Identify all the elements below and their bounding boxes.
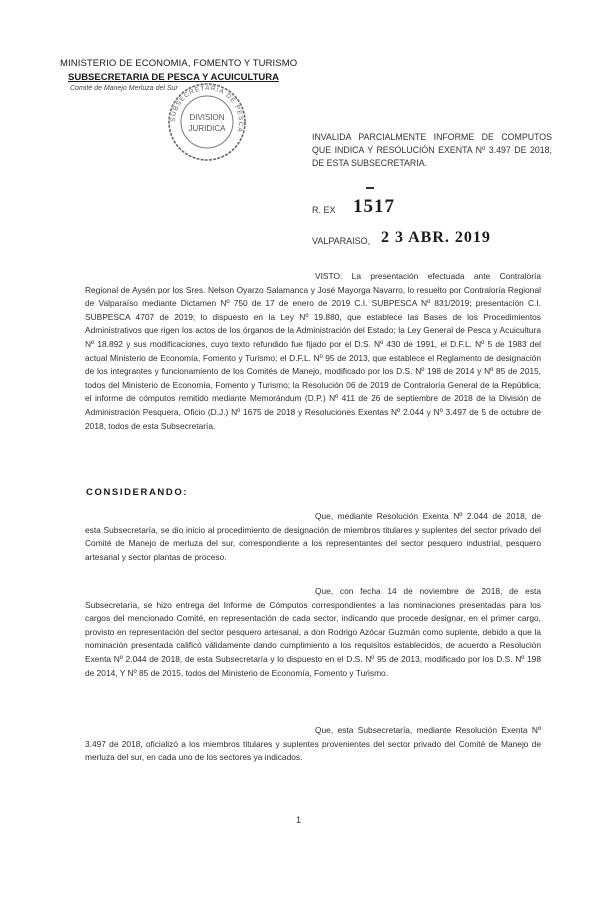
division-juridica-stamp xyxy=(165,80,249,164)
stamp-line-2: JURIDICA xyxy=(188,124,226,133)
page-number: 1 xyxy=(296,815,302,825)
considerando-3-text: Exenta Nº 3.497 de 2018, oficializó a los miembros titulares y suplentes provenientes del sector privado del Comité de Manejo de merluza del sur, en cada uno de los sectores ya indicados. xyxy=(85,725,541,763)
considerando-2 xyxy=(85,585,541,680)
considerando-heading: CONSIDERANDO: xyxy=(86,487,189,498)
considerando-1-lead: Que, mediante Resolución Exenta Nº 2.044 de 2018, xyxy=(315,511,528,521)
stamp-seal-icon xyxy=(165,80,249,164)
resolution-number: 1517 xyxy=(353,196,395,217)
city-label: VALPARAISO, xyxy=(312,236,371,246)
number-mark xyxy=(366,187,374,189)
considerando-2-text: Subsecretaría, se hizo entrega del Informe de Cómputos correspondientes a las nominaciones presentadas para los cargos del mencionado Comité, en representación de cada sector, indicando que procede designar, en el primer cargo, provisto en representación del sector pesquero artesanal, a don Rodrigo Azócar Guzmán como suplente, debido a que la nominación presentada calificó válidamente dando cumplimiento a los requisitos establecidos, de acuerdo a Resolución Exenta Nº 2.044 de 2018, de esta Subsecretaría y lo dispuesto en el D.S. Nº 95 de 2013, modificado por los D.S. Nº 198 de 2014, Y Nº 85 de 2015, todos del Ministerio de Economía, Fomento y Turismo. xyxy=(85,599,541,678)
rex-label: R. EX xyxy=(312,205,336,215)
ministry-name: MINISTERIO DE ECONOMIA, FOMENTO Y TURISMO xyxy=(60,58,298,69)
considerando-3-lead: Que, esta Subsecretaría, mediante Resolución xyxy=(315,725,497,735)
considerando-1 xyxy=(85,510,541,564)
stamp-line-1: DIVISION xyxy=(189,113,225,122)
visto-paragraph: VISTO: La presentación efectuada ante Contraloría Regional de Aysén por los Sres. Nelson Oyarzo Salamanca y José Mayorga Navarro, lo resuelto por Contraloría Regional de Valparaíso mediante Dictamen Nº 750 de 17 de enero de 2019 C.I. SUBPESCA Nº 831/2019; presentación C.I. SUBPESCA 4707 de 2019; lo dispuesto en la Ley Nº 19.880, que establece las Bases de los Procedimientos Administrativos que rigen los actos de los órganos de la Administración del Estado; la Ley General de Pesca y Acuicultura Nº 18.892 y sus modificaciones, cuyo texto refundido fue fijado por el D.S. Nº 430 de 1991, el D.F.L. Nº 5 de 1983 del actual Ministerio de Economía, Fomento y Turismo; el D.F.L. Nº 95 de 2013, que establece el Reglamento de designación de los integrantes y funcionamiento de los Comités de Manejo, modificado por los D.S. Nº 198 de 2014 y Nº 85 de 2015, todos del Ministerio de Economía, Fomento y Turismo; la Resolución 06 de 2019 de Contraloría General de la República; el informe de cómputos remitido mediante Memorándum (D.P.) Nº 411 de 26 de septiembre de 2018 de la División de Administración Pesquera, Oficio (D.J.) Nº 1675 de 2018 y Resoluciones Exentas Nº 2.044 y Nº 3.497 de 5 de octubre de 2018, todos de esta Subsecretaría. xyxy=(85,271,541,431)
committee-name: Comité de Manejo Merluza del Sur xyxy=(70,85,178,92)
considerando-2-lead: Que, con fecha 14 de noviembre de 2018, de esta xyxy=(315,586,541,596)
resolution-title: INVALIDA PARCIALMENTE INFORME DE COMPUTOS QUE INDICA Y RESOLUCIÓN EXENTA Nº 3.497 DE 2018, DE ESTA SUBSECRETARIA. xyxy=(312,132,552,168)
subsecretaria-name: SUBSECRETARIA DE PESCA Y ACUICULTURA xyxy=(68,72,279,83)
considerando-1-text: de esta Subsecretaría, se dio inicio al procedimiento de designación de miembros titulares y suplentes del sector privado del Comité de Manejo de merluza del sur, correspondiente a los representantes del sector pesquero industrial, pesquero artesanal y sector plantas de proceso. xyxy=(85,511,541,562)
stamp-ring-text: SUBSECRETARIA DE PESCA xyxy=(169,84,245,134)
considerando-3 xyxy=(85,724,541,765)
resolution-date: 2 3 ABR. 2019 xyxy=(381,229,491,246)
